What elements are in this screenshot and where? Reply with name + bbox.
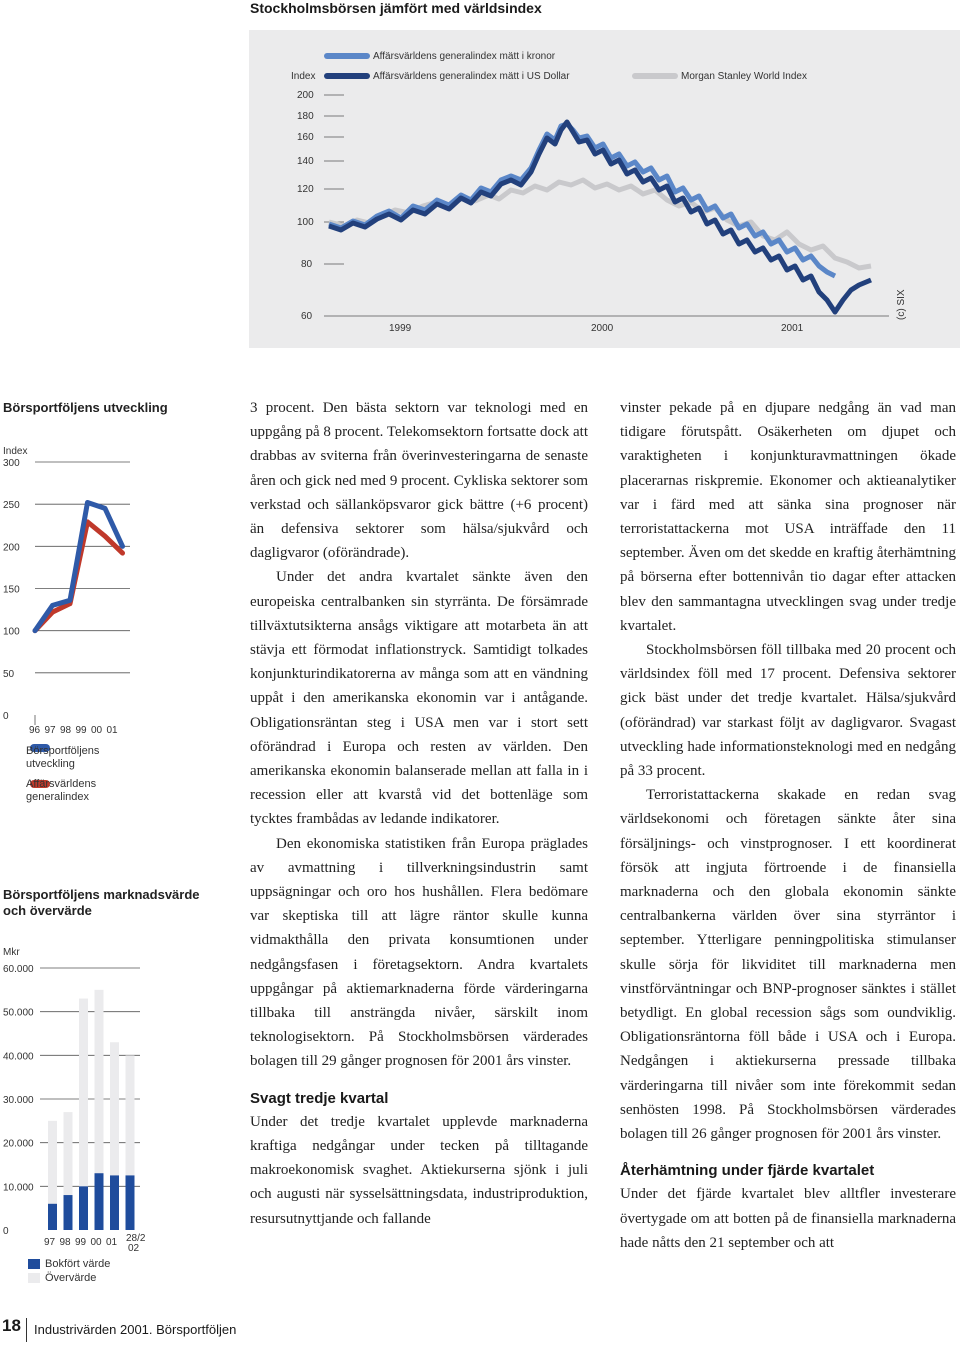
y-tick: 250	[3, 500, 20, 512]
x-tick: 99	[75, 725, 87, 736]
x-axis	[29, 725, 118, 736]
value-chart-title: Börsportföljens marknadsvärde och övervärde	[3, 887, 200, 918]
x-axis	[44, 1233, 146, 1254]
index-comparison-chart	[249, 30, 960, 348]
data-point	[120, 544, 124, 548]
data-point	[68, 598, 72, 602]
page-title: Stockholmsbörsen jämfört med världsindex	[250, 0, 542, 16]
legend-label-general-index: Affärsvärldens generalindex	[26, 778, 97, 803]
y-tick: 0	[3, 711, 9, 722]
portfolio-performance-chart	[0, 440, 160, 740]
x-tick: 99	[75, 1237, 87, 1248]
y-tick: 10.000	[3, 1182, 34, 1194]
y-tick: 20.000	[3, 1138, 34, 1150]
paragraph: Den ekonomiska statistiken från Europa präglades av avmattning i tillverkningsindustrin samt uppsägningar och oro hos hushållen. Flera bedömare var skeptiska till att lägre räntor skulle kunna vidmakthålla den privata konsumtionen under nedgångsfasen i företagsektorn. Andra kvartalets uppgångar på aktiemarknaderna förde värderingarna tillbaka till ansträngda nivåer, särskilt inom teknologisektorn. På Stockholmsbörsen värderades bolagen till 29 gånger prognosen för 2001 års vinster.	[250, 835, 588, 1070]
bar-book-value	[110, 1175, 119, 1230]
data-point	[103, 506, 107, 510]
legend-label-surplus: Övervärde	[45, 1272, 97, 1284]
data-point	[103, 534, 107, 538]
bar-book-value	[126, 1175, 135, 1230]
legend-label-msci: Morgan Stanley World Index	[681, 71, 807, 82]
footer-text: Industrivärden 2001. Börsportföljen	[34, 1322, 237, 1337]
section-heading: Återhämtning under fjärde kvartalet	[620, 1162, 875, 1180]
chart-credit: (c) SIX	[896, 289, 907, 320]
x-tick: 00	[91, 725, 103, 736]
paragraph: Under det fjärde kvartalet blev alltfler investerare övertygade om att botten på de finansiella marknaderna hade nåtts den 21 september och att	[620, 1186, 956, 1251]
y-axis-label: Index	[291, 71, 316, 82]
x-tick: 97	[44, 725, 56, 736]
y-tick: 60.000	[3, 964, 34, 975]
y-tick: 80	[301, 259, 313, 270]
x-tick: 2001	[781, 323, 804, 334]
y-tick: 50	[3, 668, 15, 680]
section-heading: Svagt tredje kvartal	[250, 1089, 389, 1107]
page-footer	[0, 1316, 300, 1342]
x-tick: 98	[59, 1237, 71, 1248]
bar-book-value	[48, 1204, 57, 1230]
legend-label-sek: Affärsvärldens generalindex mätt i kronor	[373, 51, 556, 62]
bar-book-value	[95, 1173, 104, 1230]
y-tick: 160	[297, 132, 314, 143]
text-column-2	[620, 396, 956, 1255]
y-tick: 150	[3, 584, 20, 596]
paragraph: Stockholmsbörsen föll tillbaka med 20 procent och världsindex föll med 17 procent. Defensiva sektorer gick bäst under det tredje kvartalet. Hälsa/sjukvård (oförändrad) var starkast följt av dagligvaror. Svagast utveckling hade informationsteknologi med en nedgång på 33 procent.	[620, 642, 956, 780]
y-tick: 120	[297, 184, 314, 195]
y-tick: 0	[3, 1226, 9, 1237]
x-tick: 2000	[591, 323, 614, 334]
data-point	[120, 551, 124, 555]
paragraph: vinster pekade på en djupare nedgång än vad man tidigare förutspått. Osäkerheten om djupet och varaktigheten i konjunkturavmattningen ökade placerarnas riskpremie. Ekonomer och aktieanalytiker var i färd med att sänka sina prognoser när terroristattackerna mot USA inträffade den 11 september. Även om det skedde en kraftig återhämtning på börserna efter bottennivån tio dagar efter attacken blev den sammantagna utvecklingen svag under tredje kvartalet.	[620, 400, 956, 634]
x-tick: 96	[29, 725, 41, 736]
y-tick: 100	[3, 626, 20, 638]
data-point	[85, 500, 89, 504]
legend-label-portfolio: Börsportföljens utveckling	[26, 745, 100, 770]
y-tick: 60	[301, 311, 313, 322]
market-value-chart	[0, 945, 170, 1255]
page-number: 18	[2, 1316, 21, 1335]
y-tick: 200	[297, 90, 314, 101]
x-tick-last: 02	[128, 1243, 140, 1254]
text-column-1	[250, 396, 588, 1231]
x-tick: 1999	[389, 323, 412, 334]
bar-book-value	[64, 1195, 73, 1230]
legend-label-usd: Affärsvärldens generalindex mätt i US Dollar	[373, 71, 570, 82]
paragraph: 3 procent. Den bästa sektorn var teknologi med en uppgång på 8 procent. Telekomsektorn fortsatte dock att drabbas av sviterna från överinvesteringarna de senaste åren och gick ned med 9 procent. Cykliska sektorer som verkstad och sällanköpsvaror gick bättre (+6 procent) än defensiva sektorer som hälsa/sjukvård och dagligvaror (oförändrade).	[250, 400, 588, 562]
paragraph: Under det tredje kvartalet upplevde marknaderna kraftiga nedgångar under tecken på tilltagande makroekonomisk svaghet. Aktiekurserna sjönk i juli och augusti när sysselsättningsdata, industriproduktion, resursutnyttjande och fallande	[250, 1113, 588, 1227]
y-axis-label: Index	[3, 446, 28, 457]
y-axis-label: Mkr	[3, 947, 20, 958]
x-tick: 00	[90, 1237, 102, 1248]
series-line-usd	[329, 122, 871, 312]
portfolio-chart-title: Börsportföljens utveckling	[3, 400, 168, 415]
paragraph: Terroristattackerna skakade en redan svag världsekonomi och företagen sänkte åter sina försäljnings- och vinstprognoser. I ett koordinerat försök att ingjuta förtroende i de finansiella marknaderna och den globala ekonomin sänkte centralbankerna världen över sina styrräntor i september. Ytterligare penningpolitiska stimulanser skulle sörja för likviditet till marknaderna men vinstförväntningar och BNP-prognoser sänktes i stället betydligt. En global recession sågs som oundviklig. Obligationsräntorna föll både i USA och i Europa. Nedgången i aktiekurserna pressade tillbaka värderingarna till nivåer som inte förekommit sedan senhösten 1998. På Stockholmsbörsen värderades bolagen till 26 gånger prognosen för 2001 års vinster.	[620, 787, 956, 1143]
y-tick: 50.000	[3, 1007, 34, 1019]
x-tick: 98	[60, 725, 72, 736]
data-point	[33, 628, 37, 632]
bar-book-value	[79, 1186, 88, 1230]
footer-divider	[26, 1318, 27, 1342]
y-tick: 40.000	[3, 1051, 34, 1063]
series-line-sek	[329, 124, 835, 276]
x-tick: 01	[106, 1237, 118, 1248]
legend-label-book-value: Bokfört värde	[45, 1258, 111, 1270]
y-tick: 100	[297, 217, 314, 228]
legend-swatch-surplus	[28, 1273, 40, 1283]
y-tick: 300	[3, 458, 20, 469]
y-tick: 30.000	[3, 1095, 34, 1106]
x-tick: 97	[44, 1237, 56, 1248]
y-tick: 140	[297, 156, 314, 167]
y-axis	[297, 90, 889, 322]
data-point	[50, 603, 54, 607]
x-tick: 01	[106, 725, 118, 736]
y-axis	[3, 458, 130, 722]
y-tick: 180	[297, 111, 314, 122]
series-line-msci	[329, 180, 871, 268]
legend-swatch-book-value	[28, 1259, 40, 1269]
x-tick-last: 28/2	[126, 1233, 146, 1244]
y-tick: 200	[3, 542, 20, 554]
paragraph: Under det andra kvartalet sänkte även den europeiska centralbanken sin styrränta. De försämrade tillväxtutsikterna ansågs viktigare att motarbeta än att stävja ett förmodat inflationstryck. Samtidigt tolkades konjunkturindikatorerna av många som att en vändning uppåt i den amerikanska ekonomin var i antågande. Obligationsräntan steg i USA men var i stort sett oförändrad i Europa och resten av världen. Den amerikanska ekonomin balanserade mellan att falla in i recession eller att kvarstå vid det bottenläge som tycktes frambådas av ledande indikatorer.	[250, 569, 588, 828]
